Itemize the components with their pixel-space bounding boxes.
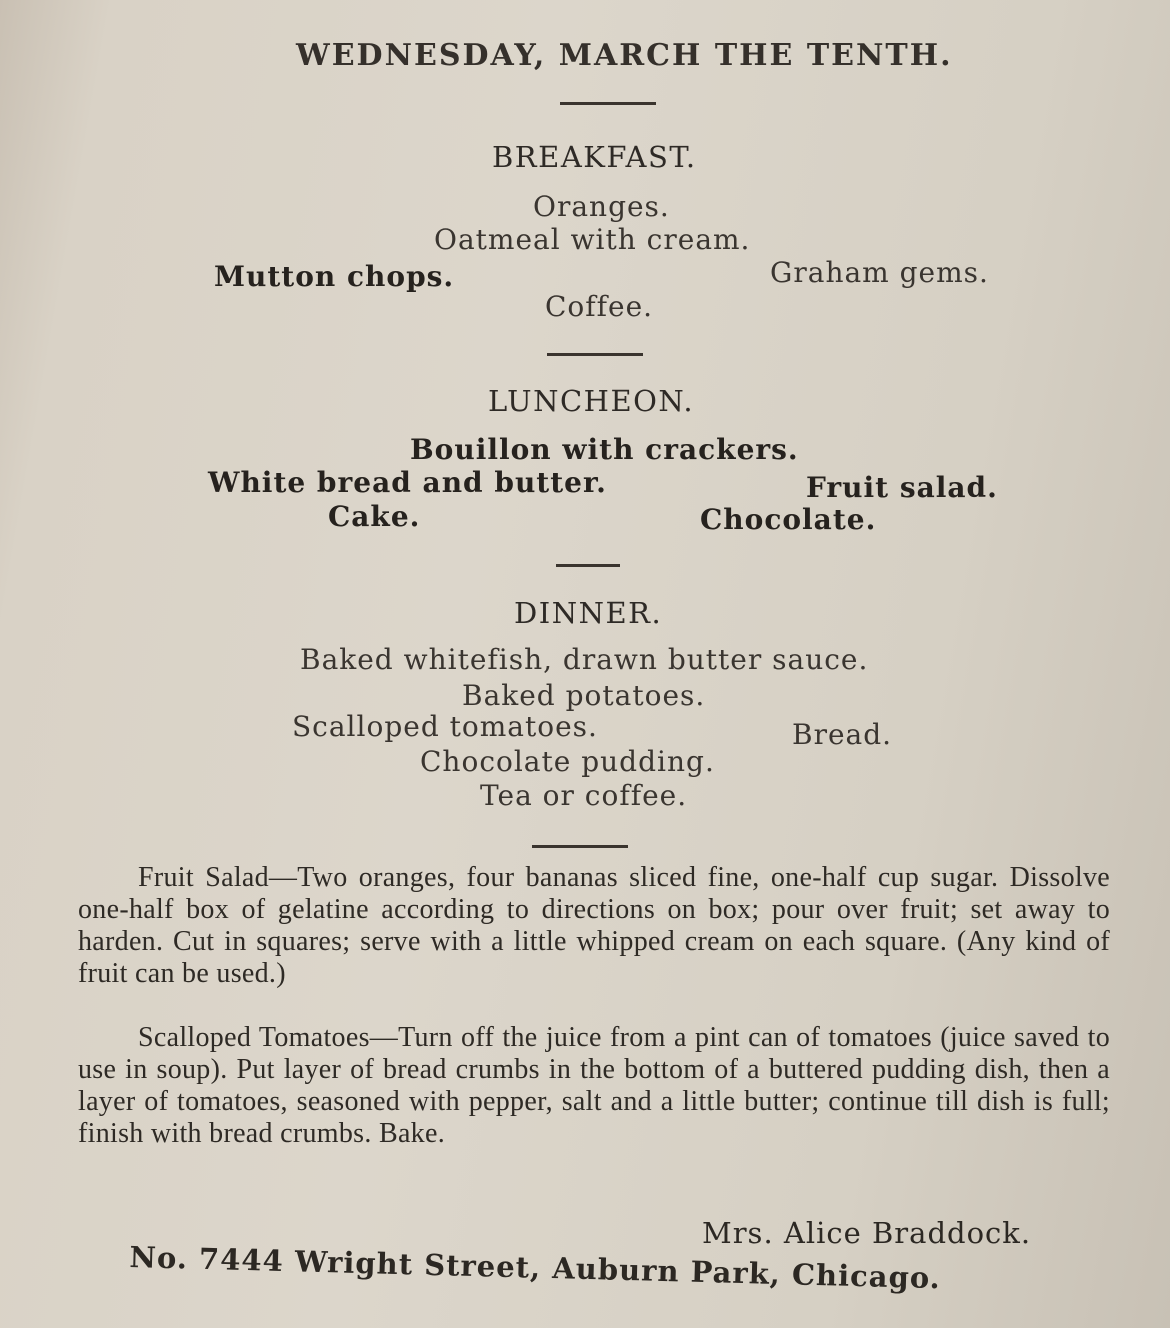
dinner-heading: DINNER. xyxy=(514,596,663,630)
luncheon-item: Cake. xyxy=(328,500,421,533)
author-address: No. 7444 Wright Street, Auburn Park, Chicago. xyxy=(129,1240,942,1296)
divider xyxy=(556,564,620,567)
luncheon-item: Chocolate. xyxy=(700,503,877,536)
dinner-item: Baked whitefish, drawn butter sauce. xyxy=(300,643,869,676)
luncheon-heading: LUNCHEON. xyxy=(488,384,695,418)
divider xyxy=(560,102,656,105)
recipe-scalloped-tomatoes xyxy=(78,1022,1110,1150)
dinner-item: Baked potatoes. xyxy=(462,679,706,712)
breakfast-item: Oatmeal with cream. xyxy=(434,223,751,256)
recipe-fruit-salad-text: Fruit Salad—Two oranges, four bananas sliced fine, one-half cup sugar. Dissolve one-half box of gelatine according to directions on box; pour over fruit; set away to harden. Cut in squares; serve with a little whipped cream on each square. (Any kind of fruit can be used.) xyxy=(78,862,1110,989)
breakfast-item: Coffee. xyxy=(545,290,654,323)
luncheon-item: Bouillon with crackers. xyxy=(410,433,799,466)
dinner-item: Bread. xyxy=(792,718,893,751)
luncheon-item: White bread and butter. xyxy=(208,466,607,499)
divider xyxy=(532,845,628,848)
recipe-fruit-salad xyxy=(78,862,1110,990)
breakfast-heading: BREAKFAST. xyxy=(492,140,697,174)
page-title: WEDNESDAY, MARCH THE TENTH. xyxy=(296,38,953,73)
dinner-item: Tea or coffee. xyxy=(480,779,688,812)
dinner-item: Chocolate pudding. xyxy=(420,745,715,778)
breakfast-item: Graham gems. xyxy=(770,256,989,289)
breakfast-item: Oranges. xyxy=(533,190,670,223)
recipe-scalloped-tomatoes-text: Scalloped Tomatoes—Turn off the juice from a pint can of tomatoes (juice saved to use in soup). Put layer of bread crumbs in the bottom of a buttered pudding dish, then a layer of tomatoes, seasoned with pepper, salt and a little butter; continue till dish is full; finish with bread crumbs. Bake. xyxy=(78,1022,1110,1149)
dinner-item: Scalloped tomatoes. xyxy=(292,710,598,743)
breakfast-item: Mutton chops. xyxy=(214,260,455,293)
divider xyxy=(547,353,643,356)
luncheon-item: Fruit salad. xyxy=(806,471,998,504)
author-name: Mrs. Alice Braddock. xyxy=(702,1216,1032,1250)
